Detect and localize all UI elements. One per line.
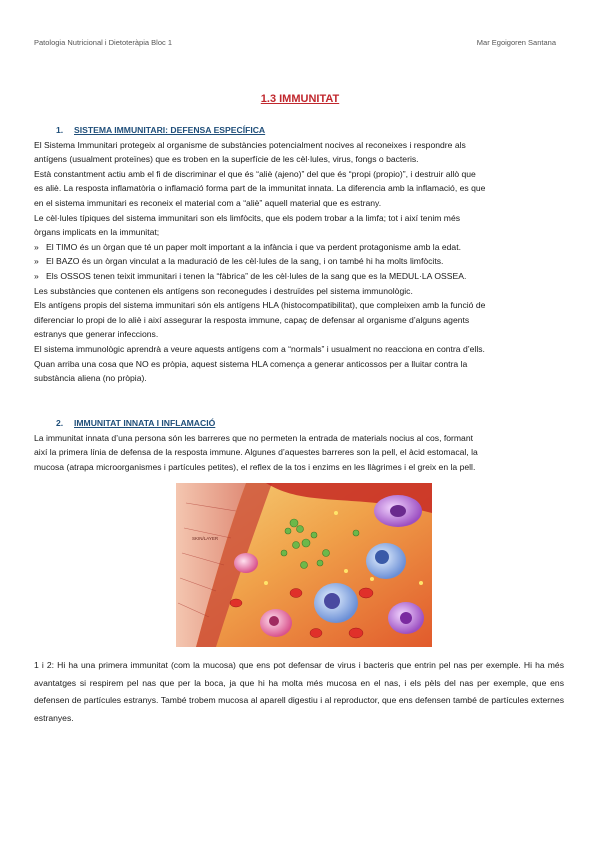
paragraph-line: en el sistema immunitari es reconeix el material com a “aliè” aquell material que es estrany. <box>34 197 382 208</box>
section-1-heading <box>56 123 564 138</box>
paragraph-line: Les substàncies que contenen els antígens son reconegudes i destruïdes pel sistema immunològic. <box>34 285 413 296</box>
list-item <box>34 254 564 269</box>
list-item <box>34 240 564 255</box>
paragraph-line: substància aliena (no pròpia). <box>34 373 147 384</box>
paragraph-line: El Sistema Immunitari protegeix al organisme de substàncies potencialment nocives al reconeixes i respondre als <box>34 139 466 150</box>
bullet-mark: » <box>34 270 39 281</box>
list-item-text: Els OSSOS tenen teixit immunitari i tenen la “fàbrica” de les cèl·lules de la sang que es la MEDUL·LA OSSEA. <box>46 270 467 281</box>
section-1-heading-text: SISTEMA IMMUNITARI: DEFENSA ESPECÍFICA <box>74 125 266 135</box>
list-item-text: El TIMO és un òrgan que té un paper molt important a la infància i que va perdent protagonisme amb la edat. <box>46 241 461 252</box>
header-left: Patologia Nutricional i Dietoteràpia Bloc 1 <box>34 38 172 47</box>
section-1 <box>34 123 564 386</box>
paragraph-line: Els antígens propis del sistema immunitari són els antígens HLA (histocompatibilitat), que compleixen amb la funció de <box>34 300 486 311</box>
bullet-mark: » <box>34 256 39 267</box>
list-item <box>34 269 564 284</box>
paragraph-line: òrgans implicats en la immunitat; <box>34 227 160 238</box>
paragraph-line: Està constantment actiu amb el fi de discriminar el que és “aliè (ajeno)” del que és “propi (propio)”, i destruir allò que <box>34 168 476 179</box>
immune-system-illustration <box>176 483 432 647</box>
page-title: 1.3 IMMUNITAT <box>260 93 340 105</box>
section-2-number: 2. <box>56 418 64 428</box>
header-right: Mar Egoigoren Santana <box>476 38 556 47</box>
list-item-text: El BAZO és un òrgan vinculat a la maduració de les cèl·lules de la sang, i on també hi ha molts limfòcits. <box>46 256 444 267</box>
bullet-mark: » <box>34 241 39 252</box>
section-1-number: 1. <box>56 125 64 135</box>
paragraph-line: diferenciar lo propi de lo aliè i així assegurar la resposta immune, capaç de defensar al organisme d’alguns agents <box>34 314 470 325</box>
paragraph-line: antígens (usualment proteïnes) que es troben en la superfície de les cèl·lules, virus, fongs o bacteris. <box>34 154 419 165</box>
explanation-paragraph: 1 i 2: Hi ha una primera immunitat (com la mucosa) que ens pot defensar de virus i bacteris que entrin pel nas per exemple. Hi ha més avantatges si respirem pel nas que per la boca, ja que hi ha molta més mucosa en el nas, i els pèls del nas per exemple, que ens defensen de partícules estranys. També trobem mucosa al aparell digestiu i al reproductor, que ens defensen també de partícules externes estranyes. <box>34 660 564 723</box>
section-2-heading <box>56 416 564 431</box>
figure-label: SKIN/LAYER <box>192 536 219 541</box>
section-2 <box>34 416 564 474</box>
paragraph-line: es aliè. La resposta inflamatòria o inflamació forma part de la immunitat innata. La diferencia amb la inflamació, es que <box>34 183 486 194</box>
paragraph-line: Quan arriba una cosa que NO es pròpia, aquest sistema HLA comença a generar anticossos per a lluitar contra la <box>34 358 468 369</box>
paragraph-line: estranys que generar infeccions. <box>34 329 159 340</box>
section-2-heading-text: IMMUNITAT INNATA I INFLAMACIÓ <box>74 418 216 428</box>
paragraph-line: així la primera línia de defensa de la resposta immune. Algunes d’aquestes barreres son la pell, el àcid estomacal, la <box>34 447 478 458</box>
paragraph-line: La immunitat innata d’una persona són les barreres que no permeten la entrada de materials nocius al cos, formant <box>34 432 474 443</box>
paragraph-line: mucosa (atrapa microorganismes i partícules petites), el reflex de la tos i enzims en les llàgrimes i el greix en la pell. <box>34 461 476 472</box>
paragraph-line: Le cèl·lules típiques del sistema immunitari son els limfòcits, que els podem trobar a la limfa; tot i així tenim més <box>34 212 461 223</box>
paragraph-line: El sistema immunològic aprendrà a veure aquests antígens com a “normals” i usualment no reacciona en contra d’ells. <box>34 343 485 354</box>
